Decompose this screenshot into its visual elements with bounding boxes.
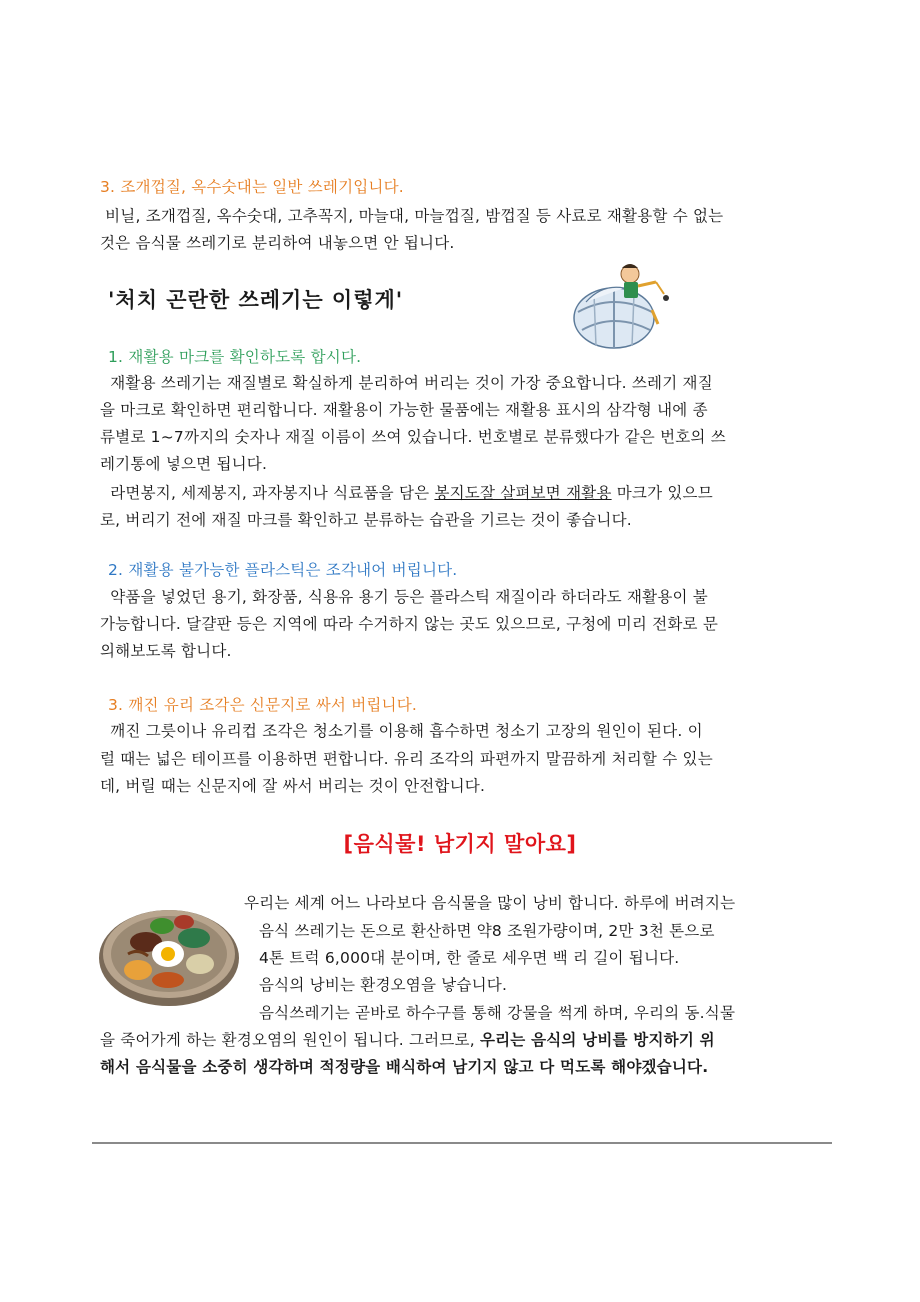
item1-heading: 1. 재활용 마크를 확인하도록 합시다. — [108, 348, 362, 366]
food-waste-heading: 3. 조개껍질, 옥수숫대는 일반 쓰레기입니다. — [100, 178, 404, 196]
food-line-1: 우리는 세계 어느 나라보다 음식물을 많이 낭비 합니다. 하루에 버려지는 — [244, 894, 736, 912]
food-line-2: 음식 쓰레기는 돈으로 환산하면 약8 조원가량이며, 2만 3천 톤으로 — [259, 922, 715, 940]
item2-line-2: 가능합니다. 달걀판 등은 지역에 따라 수거하지 않는 곳도 있으므로, 구청에 미리 전화로 문 — [100, 615, 719, 633]
food-waste-line-2: 것은 음식물 쓰레기로 분리하여 내놓으면 안 됩니다. — [100, 234, 455, 252]
item1-line-4: 레기통에 넣으면 됩니다. — [100, 455, 268, 473]
item2-line-1: 약품을 넣었던 용기, 화장품, 식용유 용기 등은 플라스틱 재질이라 하더라도 재활용이 불 — [100, 588, 708, 606]
food-line-6-pre: 을 죽어가게 하는 환경오염의 원인이 됩니다. 그러므로, — [100, 1031, 480, 1049]
trash-bundle-illustration — [572, 252, 682, 352]
item2-line-3: 의해보도록 합니다. — [100, 642, 232, 660]
food-line-6 — [100, 1027, 715, 1053]
item1-line-5-post: 마크가 있으므 — [611, 484, 713, 502]
item1-line-5 — [100, 480, 713, 506]
food-line-7: 해서 음식물을 소중히 생각하며 적정량을 배식하여 남기지 않고 다 먹도록 해야겠습니다. — [100, 1058, 709, 1076]
item3-line-2: 럴 때는 넓은 테이프를 이용하면 편합니다. 유리 조각의 파편까지 말끔하게 처리할 수 있는 — [100, 750, 713, 768]
item1-line-2: 을 마크로 확인하면 편리합니다. 재활용이 가능한 물품에는 재활용 표시의 삼각형 내에 종 — [100, 401, 708, 419]
food-line-5: 음식쓰레기는 곧바로 하수구를 통해 강물을 썩게 하며, 우리의 동.식물 — [259, 1004, 736, 1022]
food-line-6-bold: 우리는 음식의 낭비를 방지하기 위 — [479, 1031, 715, 1049]
item1-line-5-pre: 라면봉지, 세제봉지, 과자봉지나 식료품을 담은 — [100, 484, 435, 502]
item3-line-1: 깨진 그릇이나 유리컵 조각은 청소기를 이용해 흡수하면 청소기 고장의 원인이 된다. 이 — [100, 722, 703, 740]
item3-heading: 3. 깨진 유리 조각은 신문지로 싸서 버립니다. — [108, 696, 418, 714]
item1-line-5-underlined: 봉지도잘 살펴보면 재활용 — [434, 484, 612, 502]
food-line-3: 4톤 트럭 6,000대 분이며, 한 줄로 세우면 백 리 길이 됩니다. — [259, 949, 680, 967]
food-waste-line-1: 비닐, 조개껍질, 옥수숫대, 고추꼭지, 마늘대, 마늘껍질, 밤껍질 등 사료로 재활용할 수 없는 — [100, 207, 724, 225]
section-title: '처치 곤란한 쓰레기는 이렇게' — [108, 288, 404, 312]
bibimbap-illustration — [98, 898, 240, 1008]
item3-line-3: 데, 버릴 때는 신문지에 잘 싸서 버리는 것이 안전합니다. — [100, 777, 486, 795]
food-line-4: 음식의 낭비는 환경오염을 낳습니다. — [259, 976, 508, 994]
item1-line-1: 재활용 쓰레기는 재질별로 확실하게 분리하여 버리는 것이 가장 중요합니다. 쓰레기 재질 — [100, 374, 713, 392]
item1-line-6: 로, 버리기 전에 재질 마크를 확인하고 분류하는 습관을 기르는 것이 좋습니다. — [100, 511, 632, 529]
item1-line-3: 류별로 1~7까지의 숫자나 재질 이름이 쓰여 있습니다. 번호별로 분류했다가 같은 번호의 쓰 — [100, 428, 726, 446]
food-section-title: [음식물! 남기지 말아요] — [343, 832, 577, 856]
item2-heading: 2. 재활용 불가능한 플라스틱은 조각내어 버립니다. — [108, 561, 458, 579]
bottom-divider — [92, 1142, 832, 1144]
